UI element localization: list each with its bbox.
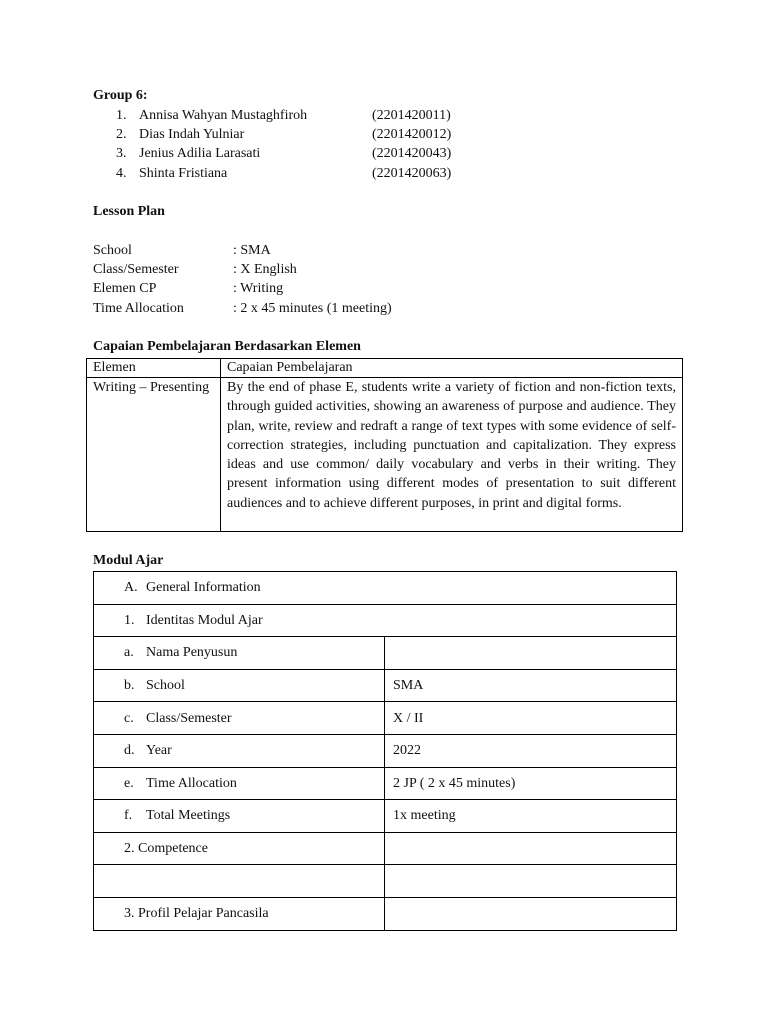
member-nim: (2201420063) bbox=[372, 166, 452, 181]
info-row-class-semester bbox=[93, 260, 493, 279]
modul-row-blank bbox=[94, 865, 677, 898]
modul-row-competence bbox=[94, 832, 677, 865]
modul-row-general bbox=[94, 572, 677, 605]
member-number: 3. bbox=[116, 146, 127, 161]
member-nim: (2201420043) bbox=[372, 146, 452, 161]
profil-label-cell: 3. Profil Pelajar Pancasila bbox=[94, 897, 385, 930]
lesson-plan-title: Lesson Plan bbox=[93, 204, 165, 219]
row-label: Class/Semester bbox=[146, 710, 232, 726]
modul-row-time-allocation bbox=[94, 767, 677, 800]
blank-label-cell bbox=[94, 865, 385, 898]
member-number: 2. bbox=[116, 127, 127, 142]
member-number: 1. bbox=[116, 108, 127, 123]
member-number: 4. bbox=[116, 166, 127, 181]
profil-value-cell bbox=[385, 897, 677, 930]
row-letter: f. bbox=[124, 808, 133, 824]
modul-row-year bbox=[94, 734, 677, 767]
group-title: Group 6: bbox=[93, 88, 148, 103]
info-row-school bbox=[93, 241, 493, 260]
row-letter: A. bbox=[124, 580, 138, 596]
competence-label-cell: 2. Competence bbox=[94, 832, 385, 865]
item-label-cell bbox=[94, 800, 385, 833]
info-value: : SMA bbox=[233, 243, 271, 258]
modul-title: Modul Ajar bbox=[93, 553, 164, 568]
item-value-cell: 2022 bbox=[385, 734, 677, 767]
modul-row-nama-penyusun bbox=[94, 637, 677, 670]
member-row bbox=[116, 164, 476, 183]
modul-row-class-semester bbox=[94, 702, 677, 735]
row-label: Nama Penyusun bbox=[146, 645, 238, 661]
info-label: Class/Semester bbox=[93, 262, 179, 277]
info-label: Time Allocation bbox=[93, 301, 184, 316]
cp-row bbox=[87, 378, 683, 532]
row-label: Year bbox=[146, 743, 172, 759]
row-label: Identitas Modul Ajar bbox=[146, 612, 263, 628]
member-row bbox=[116, 144, 476, 163]
cp-header-capaian: Capaian Pembelajaran bbox=[221, 359, 683, 378]
row-letter: c. bbox=[124, 710, 134, 726]
modul-row-profil bbox=[94, 897, 677, 930]
cp-header-row bbox=[87, 359, 683, 378]
info-value: : Writing bbox=[233, 281, 284, 296]
member-nim: (2201420012) bbox=[372, 127, 452, 142]
item-value-cell: 1x meeting bbox=[385, 800, 677, 833]
blank-value-cell bbox=[385, 865, 677, 898]
cp-elemen-cell: Writing – Presenting bbox=[87, 378, 221, 532]
modul-table bbox=[93, 571, 677, 931]
member-name: Jenius Adilia Larasati bbox=[139, 146, 261, 161]
item-label-cell bbox=[94, 734, 385, 767]
cp-capaian-cell: By the end of phase E, students write a variety of fiction and non-fiction texts, through guided activities, showing an awareness of purpose and audience. They plan, write, review and redraft a range of text types with some evidence of self-correction strategies, including punctuation and capitalization. They express ideas and use common/ daily vocabulary and verbs in their writing. They present information using different modes of presentation to suit different audiences and to achieve different purposes, in print and digital forms. bbox=[221, 378, 683, 532]
member-name: Annisa Wahyan Mustaghfiroh bbox=[139, 108, 308, 123]
member-name: Dias Indah Yulniar bbox=[139, 127, 245, 142]
item-label-cell bbox=[94, 669, 385, 702]
member-nim: (2201420011) bbox=[372, 108, 451, 123]
item-value-cell: 2 JP ( 2 x 45 minutes) bbox=[385, 767, 677, 800]
member-row bbox=[116, 106, 476, 125]
row-letter: d. bbox=[124, 743, 135, 759]
identitas-cell bbox=[94, 604, 677, 637]
info-value: : 2 x 45 minutes (1 meeting) bbox=[233, 301, 392, 316]
modul-row-identitas bbox=[94, 604, 677, 637]
info-value: : X English bbox=[233, 262, 297, 277]
general-information-cell bbox=[94, 572, 677, 605]
row-label: General Information bbox=[146, 580, 261, 596]
member-row bbox=[116, 125, 476, 144]
item-label-cell bbox=[94, 767, 385, 800]
row-label: School bbox=[146, 677, 185, 693]
info-label: School bbox=[93, 243, 132, 258]
cp-title: Capaian Pembelajaran Berdasarkan Elemen bbox=[93, 339, 361, 354]
modul-row-total-meetings bbox=[94, 800, 677, 833]
item-value-cell: SMA bbox=[385, 669, 677, 702]
info-row-elemen-cp bbox=[93, 279, 493, 298]
info-row-time-allocation bbox=[93, 299, 493, 318]
item-label-cell bbox=[94, 702, 385, 735]
item-value-cell: X / II bbox=[385, 702, 677, 735]
cp-table bbox=[86, 358, 683, 532]
row-letter: a. bbox=[124, 645, 134, 661]
item-label-cell bbox=[94, 637, 385, 670]
info-label: Elemen CP bbox=[93, 281, 157, 296]
row-letter: 1. bbox=[124, 612, 135, 628]
modul-row-school bbox=[94, 669, 677, 702]
cp-header-elemen: Elemen bbox=[87, 359, 221, 378]
member-name: Shinta Fristiana bbox=[139, 166, 228, 181]
competence-value-cell bbox=[385, 832, 677, 865]
row-letter: e. bbox=[124, 775, 134, 791]
row-letter: b. bbox=[124, 677, 135, 693]
item-value-cell bbox=[385, 637, 677, 670]
row-label: Total Meetings bbox=[146, 808, 231, 824]
row-label: Time Allocation bbox=[146, 775, 237, 791]
